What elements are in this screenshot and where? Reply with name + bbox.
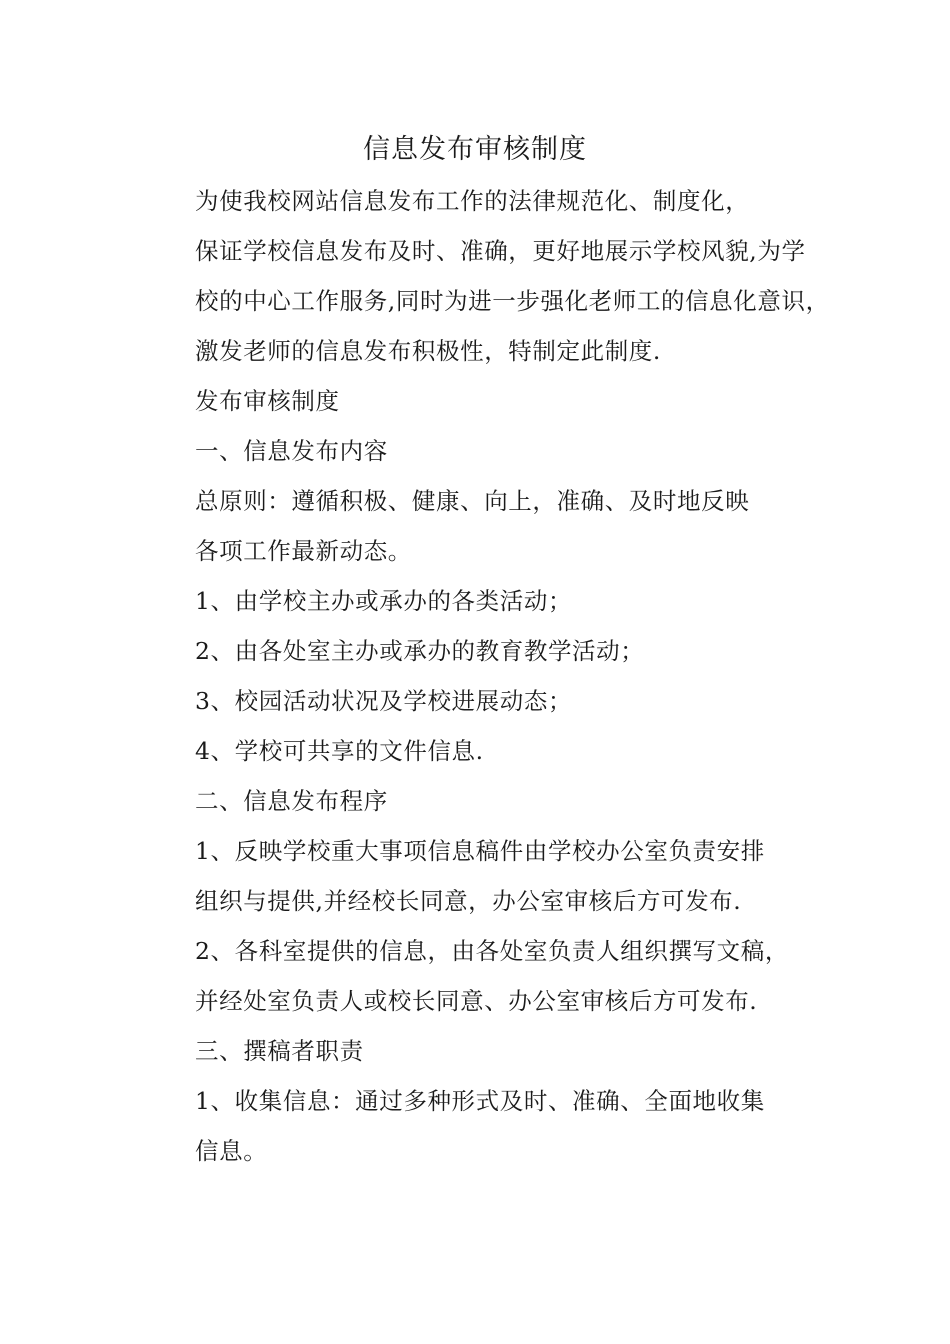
text-line: 并经处室负责人或校长同意、办公室审核后方可发布. [195,987,758,1015]
list-item [145,726,825,776]
text-line: 4、学校可共享的文件信息. [195,737,484,765]
list-item [145,576,825,626]
list-item [145,626,825,676]
section-heading [145,376,825,426]
text-line: 2、由各处室主办或承办的教育教学活动； [195,637,645,665]
text-line: 2、各科室提供的信息，由各处室负责人组织撰写文稿， [195,937,789,965]
text-line: 各项工作最新动态。 [195,537,412,565]
text-line: 二、信息发布程序 [195,787,388,815]
list-item [145,926,825,1026]
document-title: 信息发布审核制度 [363,134,587,165]
text-line: 为使我校网站信息发布工作的法律规范化、制度化， [195,187,750,215]
text-line: 3、校园活动状况及学校进展动态； [195,687,573,715]
text-line: 信息。 [195,1137,268,1165]
text-line: 总原则：遵循积极、健康、向上，准确、及时地反映 [195,487,750,515]
text-line: 1、由学校主办或承办的各类活动； [195,587,573,615]
text-line: 1、反映学校重大事项信息稿件由学校办公室负责安排 [195,837,765,865]
text-line: 校的中心工作服务,同时为进一步强化老师工的信息化意识， [195,287,830,315]
section-heading [145,776,825,826]
section-heading [145,1026,825,1076]
paragraph-intro [145,176,830,376]
section-heading [145,426,825,476]
text-line: 保证学校信息发布及时、准确，更好地展示学校风貌,为学 [195,237,806,265]
paragraph-principle [145,476,825,576]
text-line: 一、信息发布内容 [195,437,388,465]
list-item [145,1076,825,1176]
text-line: 1、收集信息：通过多种形式及时、准确、全面地收集 [195,1087,765,1115]
list-item [145,676,825,726]
text-line: 发布审核制度 [195,387,340,415]
document-body [145,176,830,1176]
text-line: 激发老师的信息发布积极性，特制定此制度. [195,337,661,365]
text-line: 三、撰稿者职责 [195,1037,364,1065]
text-line: 组织与提供,并经校长同意，办公室审核后方可发布. [195,887,742,915]
list-item [145,826,825,926]
